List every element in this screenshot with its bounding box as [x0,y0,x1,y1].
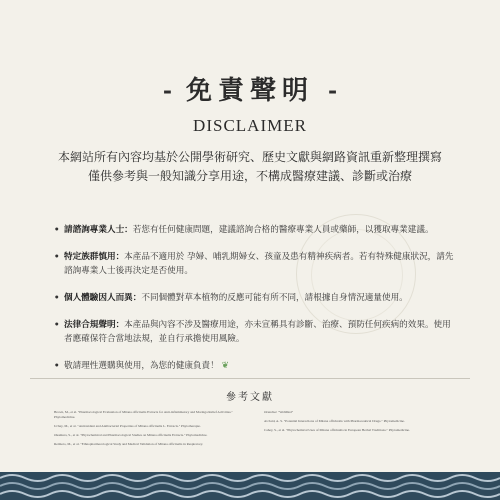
references-list [54,410,454,451]
bullet: • [54,293,60,303]
item-text: 敬請理性選購與使用，為您的健康負責！ [64,361,219,371]
item-label: 特定族群慎用： [64,252,125,262]
reference-item: Cahey, S., et al. "Phytochemical Uses of Mitana officinalis in European Herbal Traditions." Phytomedicine. [264,428,410,432]
references-left-column [54,410,244,451]
title-row [0,78,500,104]
item-text: 本產品不適用於 孕婦、哺乳期婦女、孩童及患有精神疾病者。若有特殊健康狀況，請先諮詢專業人士後再決定是否使用。 [64,252,454,276]
item-text: 不同個體對草本植物的反應可能有所不同，請根據自身情況適量使用。 [141,293,408,303]
bullet: • [54,252,60,262]
page-subtitle: DISCLAIMER [193,116,307,135]
list-item [56,250,456,278]
bullet: • [54,320,60,330]
item-text: 若您有任何健康問題，建議諮詢合格的醫療專業人員或藥師，以獲取專業建議。 [132,225,434,235]
bullet: • [54,225,60,235]
intro-text [40,148,460,186]
references-right-column [264,410,454,451]
wave-decoration [0,472,500,500]
page-title: 免責聲明 [185,76,314,106]
intro-line-1: 本網站所有內容均基於公開學術研究、歷史文獻與網路資訊重新整理撰寫 [57,150,442,164]
item-label: 個人體驗因人而異： [64,293,142,303]
reference-item: Orunchec "WebMed" [264,410,294,414]
reference-item: Al-Said, A. S. "Potential Interactions of Mitana officinalis with Pharmaceutical Drugs." Phytomedicine. [264,419,405,423]
list-item [56,359,456,373]
item-label: 請諮詢專業人士： [64,225,133,235]
item-text: 本產品與內容不涉及醫療用途，亦未宣稱具有診斷、治療、預防任何疾病的效果。使用者應確保符合當地法規，並自行承擔使用風險。 [64,320,451,344]
title-right-mark: - [328,78,338,104]
reference-item: Reimoto, M., et al. "Ethnopharmacological Study and Medical Validation of Mitana officinalis in Respiratory. [54,442,204,446]
reference-item: Okamura, S., et al. "Phytochemical and Pharmacological Studies on Mitana officinalis Extracts." Phytomedicine. [54,433,208,437]
list-item [56,223,456,237]
intro-line-2: 僅供參考與一般知識分享用途，不構成醫療建議、診斷或治療 [87,169,412,183]
list-item [56,318,456,346]
list-item [56,291,456,305]
leaf-icon: ❦ [221,361,229,371]
reference-item: Brown, M., et al. "Pharmacological Evaluation of Mitana officinalis Extracts for Anti-inflammatory and Moringa Relief Activities." Phytomedicine. [54,410,233,419]
item-label: 法律合規聲明： [64,320,125,330]
divider [30,378,470,379]
bullet: • [54,361,60,371]
disclaimer-list [56,223,456,373]
reference-item: Uchay, M., et al. "Antioxidant and Antibacterial Properties of Mitana officinalis L. Extracts." Phytotherapie. [54,424,201,428]
references-title: 參考文獻 [226,392,274,403]
title-left-mark: - [162,78,172,104]
